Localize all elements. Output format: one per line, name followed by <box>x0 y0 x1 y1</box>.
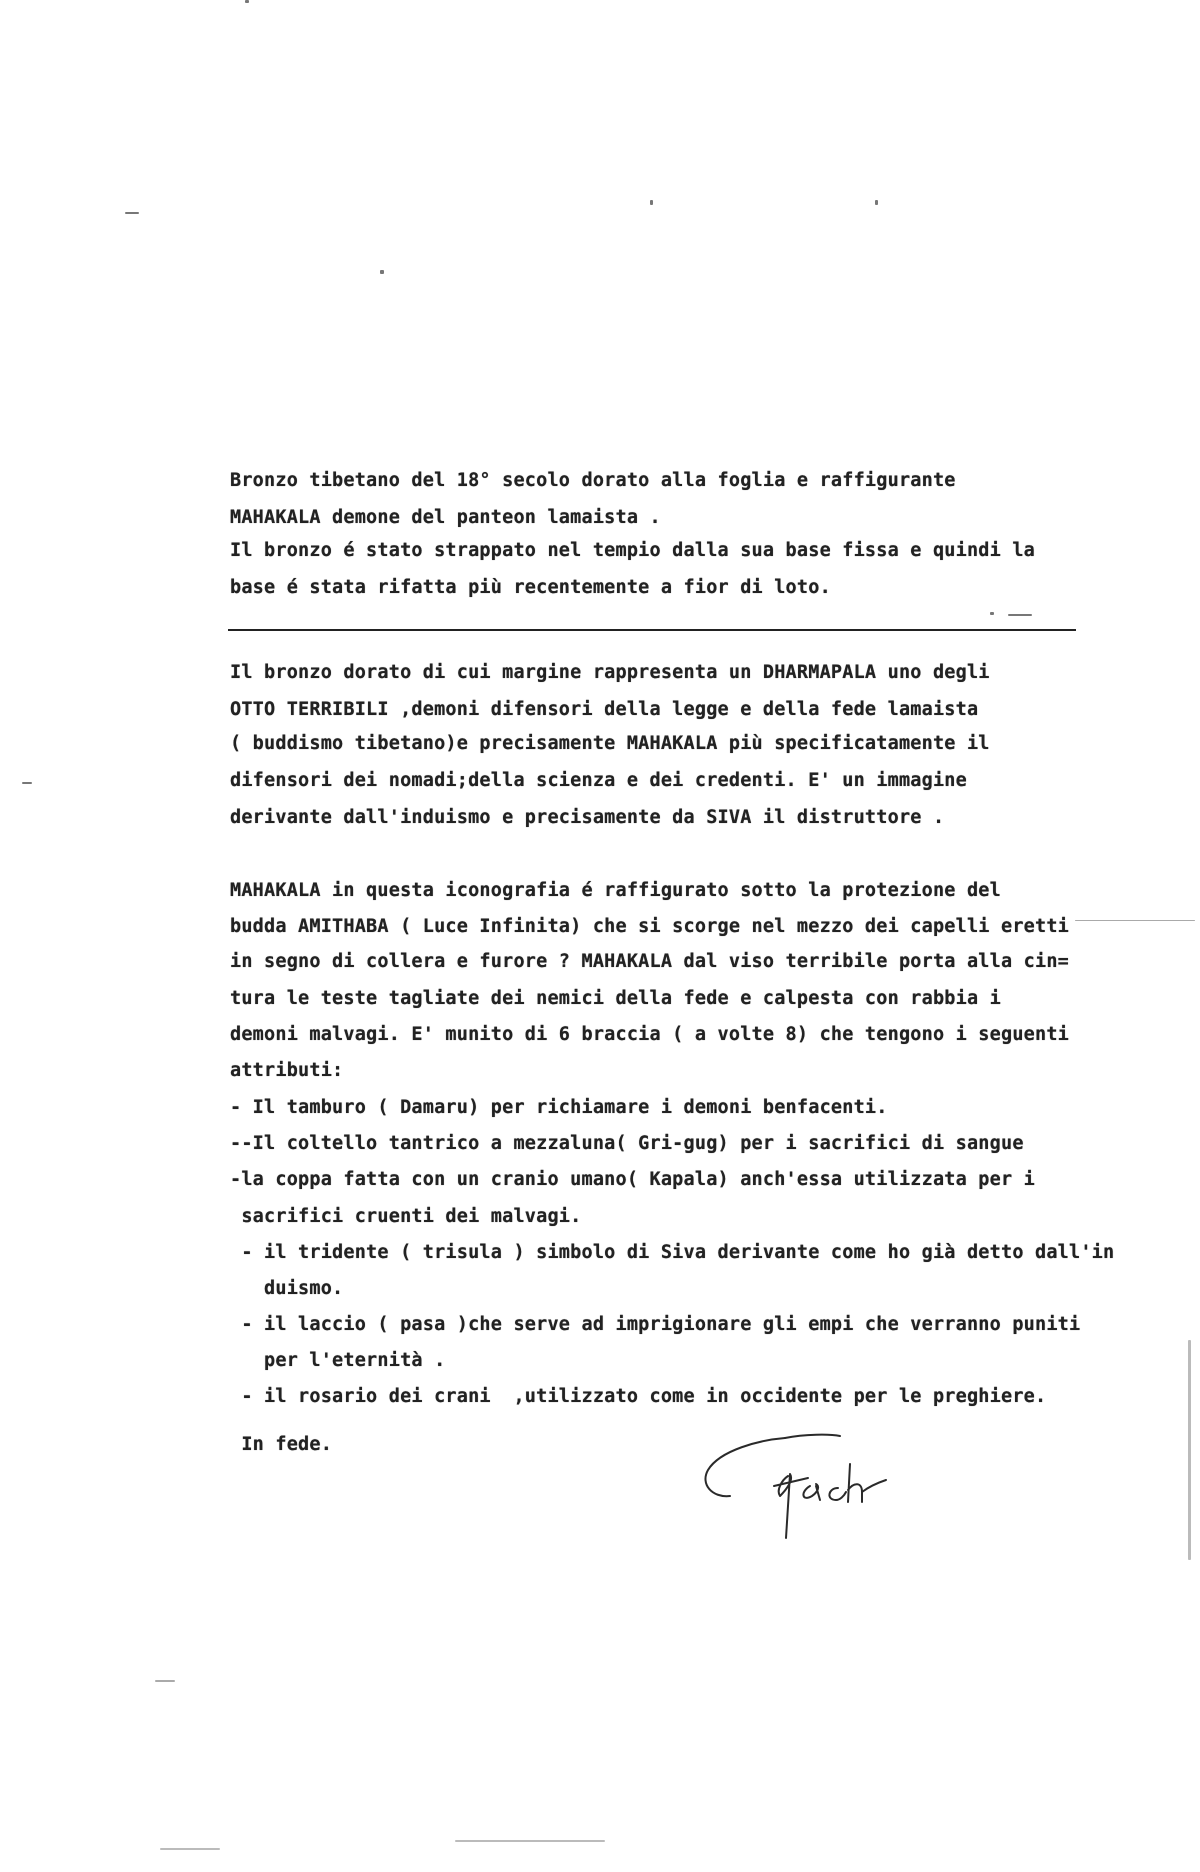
scan-speck <box>380 270 384 274</box>
list-item: - il tridente ( trisula ) simbolo di Siva derivante come ho già detto dall'in <box>230 1242 1115 1263</box>
text-line: base é stata rifatta più recentemente a fior di loto. <box>230 577 831 598</box>
text-line: MAHAKALA demone del panteon lamaista . <box>230 507 661 528</box>
text-line: in segno di collera e furore ? MAHAKALA dal viso terribile porta alla cin= <box>230 951 1070 972</box>
scan-speck <box>155 1680 175 1682</box>
scan-speck <box>125 212 139 214</box>
list-item: - Il tamburo ( Damaru) per richiamare i demoni benfacenti. <box>230 1097 888 1118</box>
text-line: ( buddismo tibetano)e precisamente MAHAKALA più specificatamente il <box>230 733 990 754</box>
text-line: derivante dall'induismo e precisamente da SIVA il distruttore . <box>230 807 945 828</box>
list-item: --Il coltello tantrico a mezzaluna( Gri-gug) per i sacrifici di sangue <box>230 1133 1024 1154</box>
text-line: demoni malvagi. E' munito di 6 braccia ( a volte 8) che tengono i seguenti <box>230 1024 1070 1045</box>
closing-text: In fede. <box>230 1434 333 1455</box>
scan-speck <box>160 1848 220 1850</box>
scan-speck <box>1075 920 1195 921</box>
text-line: difensori dei nomadi;della scienza e dei credenti. E' un immagine <box>230 770 967 791</box>
list-item: duismo. <box>230 1278 344 1299</box>
list-item: - il laccio ( pasa )che serve ad imprigionare gli empi che verranno puniti <box>230 1314 1081 1335</box>
list-item: -la coppa fatta con un cranio umano( Kapala) anch'essa utilizzata per i <box>230 1169 1035 1190</box>
text-line: budda AMITHABA ( Luce Infinita) che si scorge nel mezzo dei capelli eretti <box>230 916 1070 937</box>
scan-speck <box>1188 1340 1191 1560</box>
text-line: attributi: <box>230 1060 344 1081</box>
scan-speck <box>990 612 994 615</box>
text-line: OTTO TERRIBILI ,demoni difensori della legge e della fede lamaista <box>230 699 979 720</box>
list-item: sacrifici cruenti dei malvagi. <box>230 1206 582 1227</box>
scan-speck <box>245 0 249 3</box>
signature <box>690 1420 950 1570</box>
text-line: MAHAKALA in questa iconografia é raffigurato sotto la protezione del <box>230 880 1001 901</box>
list-item: - il rosario dei crani ,utilizzato come in occidente per le preghiere. <box>230 1386 1047 1407</box>
scan-speck <box>875 200 878 205</box>
scan-speck <box>1008 614 1032 616</box>
text-line: tura le teste tagliate dei nemici della fede e calpesta con rabbia i <box>230 988 1001 1009</box>
scan-speck <box>650 200 653 205</box>
scan-speck <box>22 782 32 784</box>
text-line: Il bronzo é stato strappato nel tempio dalla sua base fissa e quindi la <box>230 540 1035 561</box>
list-item: per l'eternità . <box>230 1350 446 1371</box>
horizontal-divider <box>228 629 1076 631</box>
scan-speck <box>455 1840 605 1842</box>
text-line: Il bronzo dorato di cui margine rappresenta un DHARMAPALA uno degli <box>230 662 990 683</box>
text-line: Bronzo tibetano del 18° secolo dorato alla foglia e raffigurante <box>230 470 956 491</box>
signature-drawing <box>690 1420 950 1570</box>
